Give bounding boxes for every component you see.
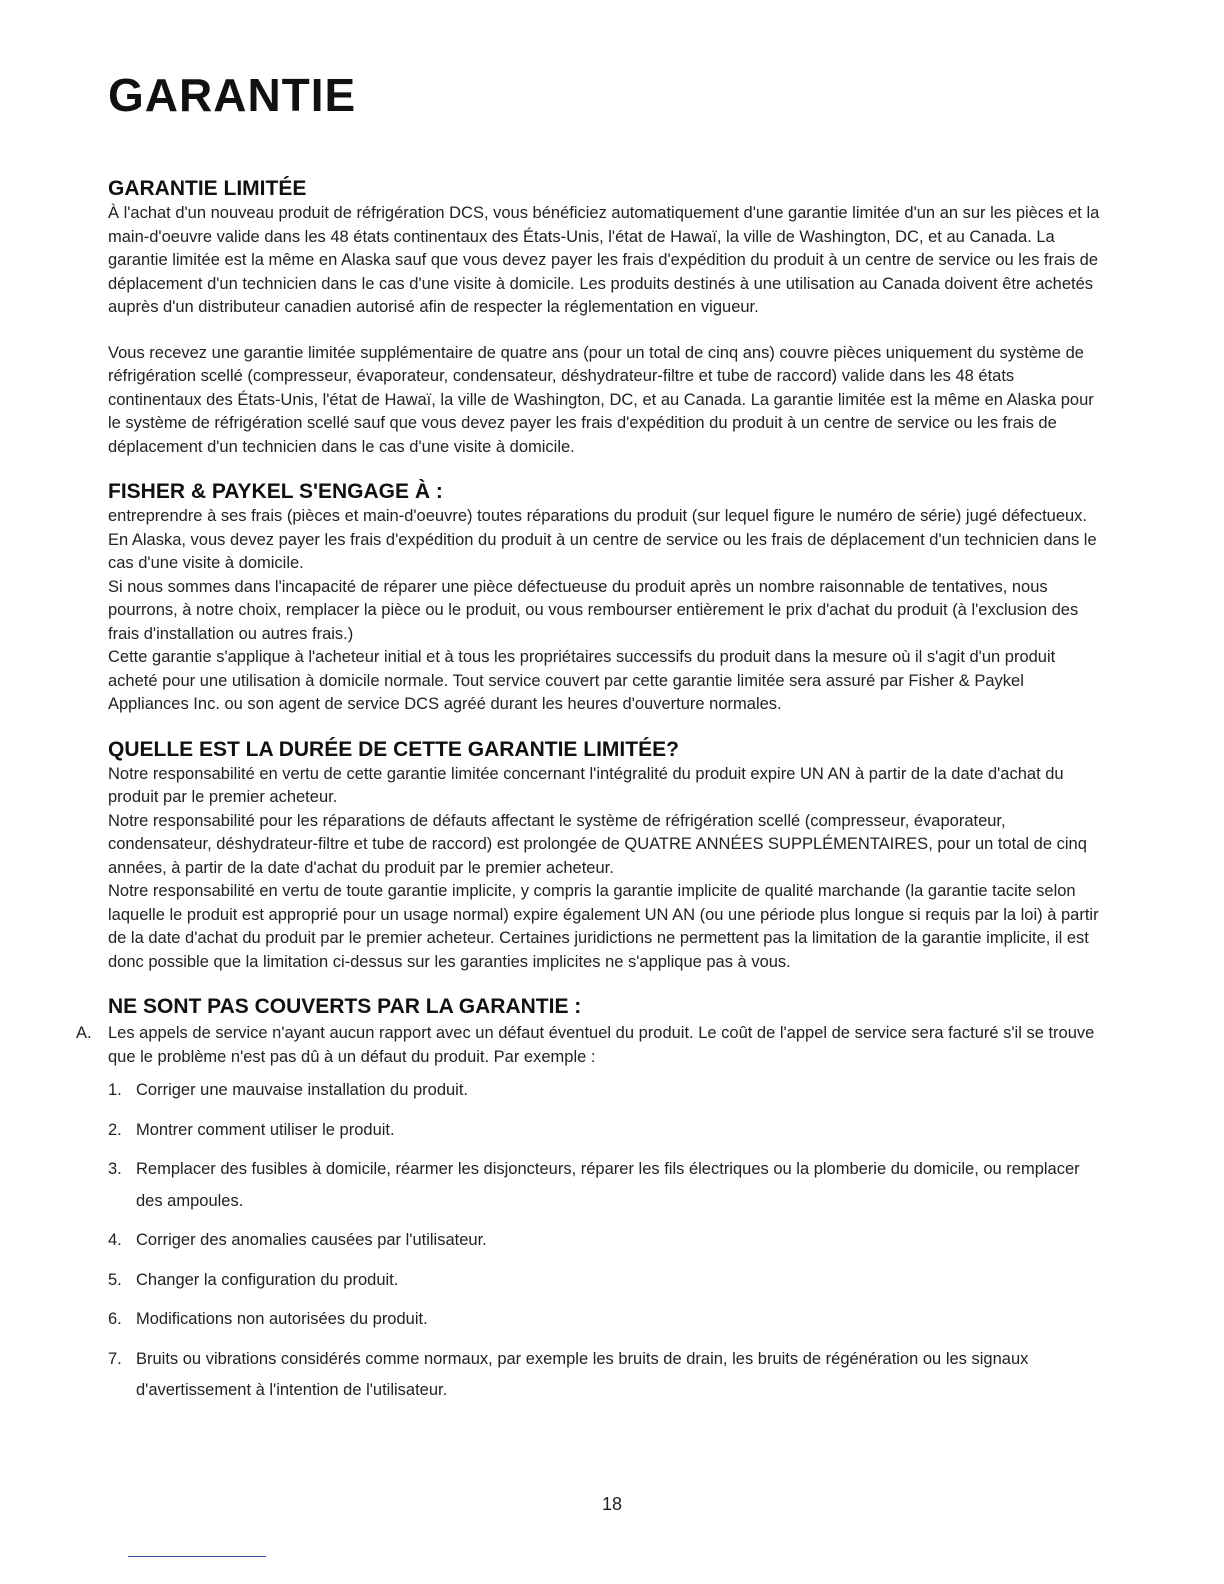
section-heading: QUELLE EST LA DURÉE DE CETTE GARANTIE LIMITÉE? — [108, 737, 679, 761]
item-text: Remplacer des fusibles à domicile, réarmer les disjoncteurs, réparer les fils électriques ou la plomberie du domicile, ou remplacer des ampoules. — [136, 1160, 1080, 1210]
item-text: Corriger des anomalies causées par l'utilisateur. — [136, 1231, 487, 1249]
item-number: 3. — [108, 1160, 122, 1178]
list-item — [108, 1225, 1108, 1257]
footer-divider — [128, 1556, 266, 1557]
paragraph: À l'achat d'un nouveau produit de réfrigération DCS, vous bénéficiez automatiquement d'une garantie limitée d'un an sur les pièces et la main-d'oeuvre valide dans les 48 états continentaux des États-Unis, l'état de Hawaï, la ville de Washington, DC, et au Canada. La garantie limitée est la même en Alaska sauf que vous devez payer les frais d'expédition du produit à un centre de service ou les frais de déplacement d'un technicien dans le cas d'une visite à domicile. Les produits destinés à une utilisation au Canada doivent être achetés auprès d'un distributeur canadien autorisé afin de respecter la réglementation en vigueur. — [108, 204, 1100, 316]
item-number: 5. — [108, 1270, 122, 1289]
item-text: Modifications non autorisées du produit. — [136, 1310, 428, 1328]
item-letter: A. — [76, 1024, 92, 1042]
section-limited-warranty — [108, 176, 1108, 459]
item-number: 7. — [108, 1349, 122, 1368]
section-heading: GARANTIE LIMITÉE — [108, 177, 307, 200]
paragraph: Vous recevez une garantie limitée supplémentaire de quatre ans (pour un total de cinq ans) couvre pièces uniquement du système de réfrigération scellé (compresseur, évaporateur, condensateur, déshydrateur-filtre et tube de raccord) valide dans les 48 états continentaux des États-Unis, l'état de Hawaï, la ville de Washington, DC, et au Canada. La garantie limitée est la même en Alaska pour le système de réfrigération scellé sauf que vous devez payer les frais d'expédition du produit à un centre de service ou les frais de déplacement d'un technicien dans le cas d'une visite à domicile. — [108, 343, 1094, 456]
item-number: 1. — [108, 1081, 122, 1099]
item-number: 2. — [108, 1120, 122, 1139]
page-title: GARANTIE — [108, 69, 357, 121]
paragraph: entreprendre à ses frais (pièces et main-d'oeuvre) toutes réparations du produit (sur lequel figure le numéro de série) jugé défectueux. En Alaska, vous devez payer les frais d'expédition du produit à un centre de service ou les frais de déplacement d'un technicien dans le cas d'une visite à domicile. — [108, 507, 1097, 572]
examples-list — [108, 1075, 1108, 1407]
paragraph: Notre responsabilité pour les réparations de défauts affectant le système de réfrigération scellé (compresseur, évaporateur, condensateur, déshydrateur-filtre et tube de raccord) est prolongée de QUATRE ANNÉES SUPPLÉMENTAIRES, pour un total de cinq années, à partir de la date d'achat du produit par le premier acheteur. — [108, 811, 1087, 877]
list-item — [108, 1154, 1108, 1217]
section-heading: FISHER & PAYKEL S'ENGAGE À : — [108, 480, 443, 503]
exclusion-item-a — [76, 1022, 1108, 1069]
paragraph: Notre responsabilité en vertu de toute garantie implicite, y compris la garantie implicite de qualité marchande (la garantie tacite selon laquelle le produit est approprié pour un usage normal) expire également UN AN (ou une période plus longue si requis par la loi) à partir de la date d'achat du produit par le premier acheteur. Certaines juridictions ne permettent pas la limitation de la garantie implicite, il est donc possible que la limitation ci-dessus sur les garanties implicites ne s'applique pas à vous. — [108, 882, 1099, 971]
item-text: Changer la configuration du produit. — [136, 1270, 399, 1289]
section-heading: NE SONT PAS COUVERTS PAR LA GARANTIE : — [108, 995, 582, 1018]
paragraph: Cette garantie s'applique à l'acheteur initial et à tous les propriétaires successifs du produit dans la mesure où il s'agit d'un produit acheté pour une utilisation à domicile normale. Tout service couvert par cette garantie limitée sera assuré par Fisher & Paykel Appliances Inc. ou son agent de service DCS agréé durant les heures d'ouverture normales. — [108, 648, 1056, 713]
list-item — [108, 1344, 1108, 1407]
item-text: Corriger une mauvaise installation du produit. — [136, 1081, 469, 1099]
item-text: Montrer comment utiliser le produit. — [136, 1120, 395, 1139]
section-exclusions — [76, 994, 1108, 1407]
warranty-content — [76, 176, 1108, 1427]
list-item — [108, 1115, 1108, 1147]
paragraph: Notre responsabilité en vertu de cette garantie limitée concernant l'intégralité du produit expire UN AN à partir de la date d'achat du produit par le premier acheteur. — [108, 764, 1064, 806]
paragraph: Si nous sommes dans l'incapacité de réparer une pièce défectueuse du produit après un nombre raisonnable de tentatives, nous pourrons, à notre choix, remplacer la pièce ou le produit, ou vous rembourser entièrement le prix d'achat du produit (à l'exclusion des frais d'installation ou autres frais.) — [108, 577, 1079, 643]
list-item — [108, 1304, 1108, 1336]
item-text: Bruits ou vibrations considérés comme normaux, par exemple les bruits de drain, les bruits de régénération ou les signaux d'avertissement à l'intention de l'utilisateur. — [136, 1349, 1029, 1399]
page-number: 18 — [601, 1494, 623, 1514]
section-duration — [108, 737, 1108, 975]
item-number: 4. — [108, 1231, 122, 1249]
list-item — [108, 1075, 1108, 1107]
item-number: 6. — [108, 1310, 122, 1328]
section-commitment — [108, 479, 1108, 717]
item-text: Les appels de service n'ayant aucun rapport avec un défaut éventuel du produit. Le coût de l'appel de service sera facturé s'il se trouve que le problème n'est pas dû à un défaut du produit. Par exemple : — [108, 1024, 1095, 1066]
list-item — [108, 1265, 1108, 1297]
